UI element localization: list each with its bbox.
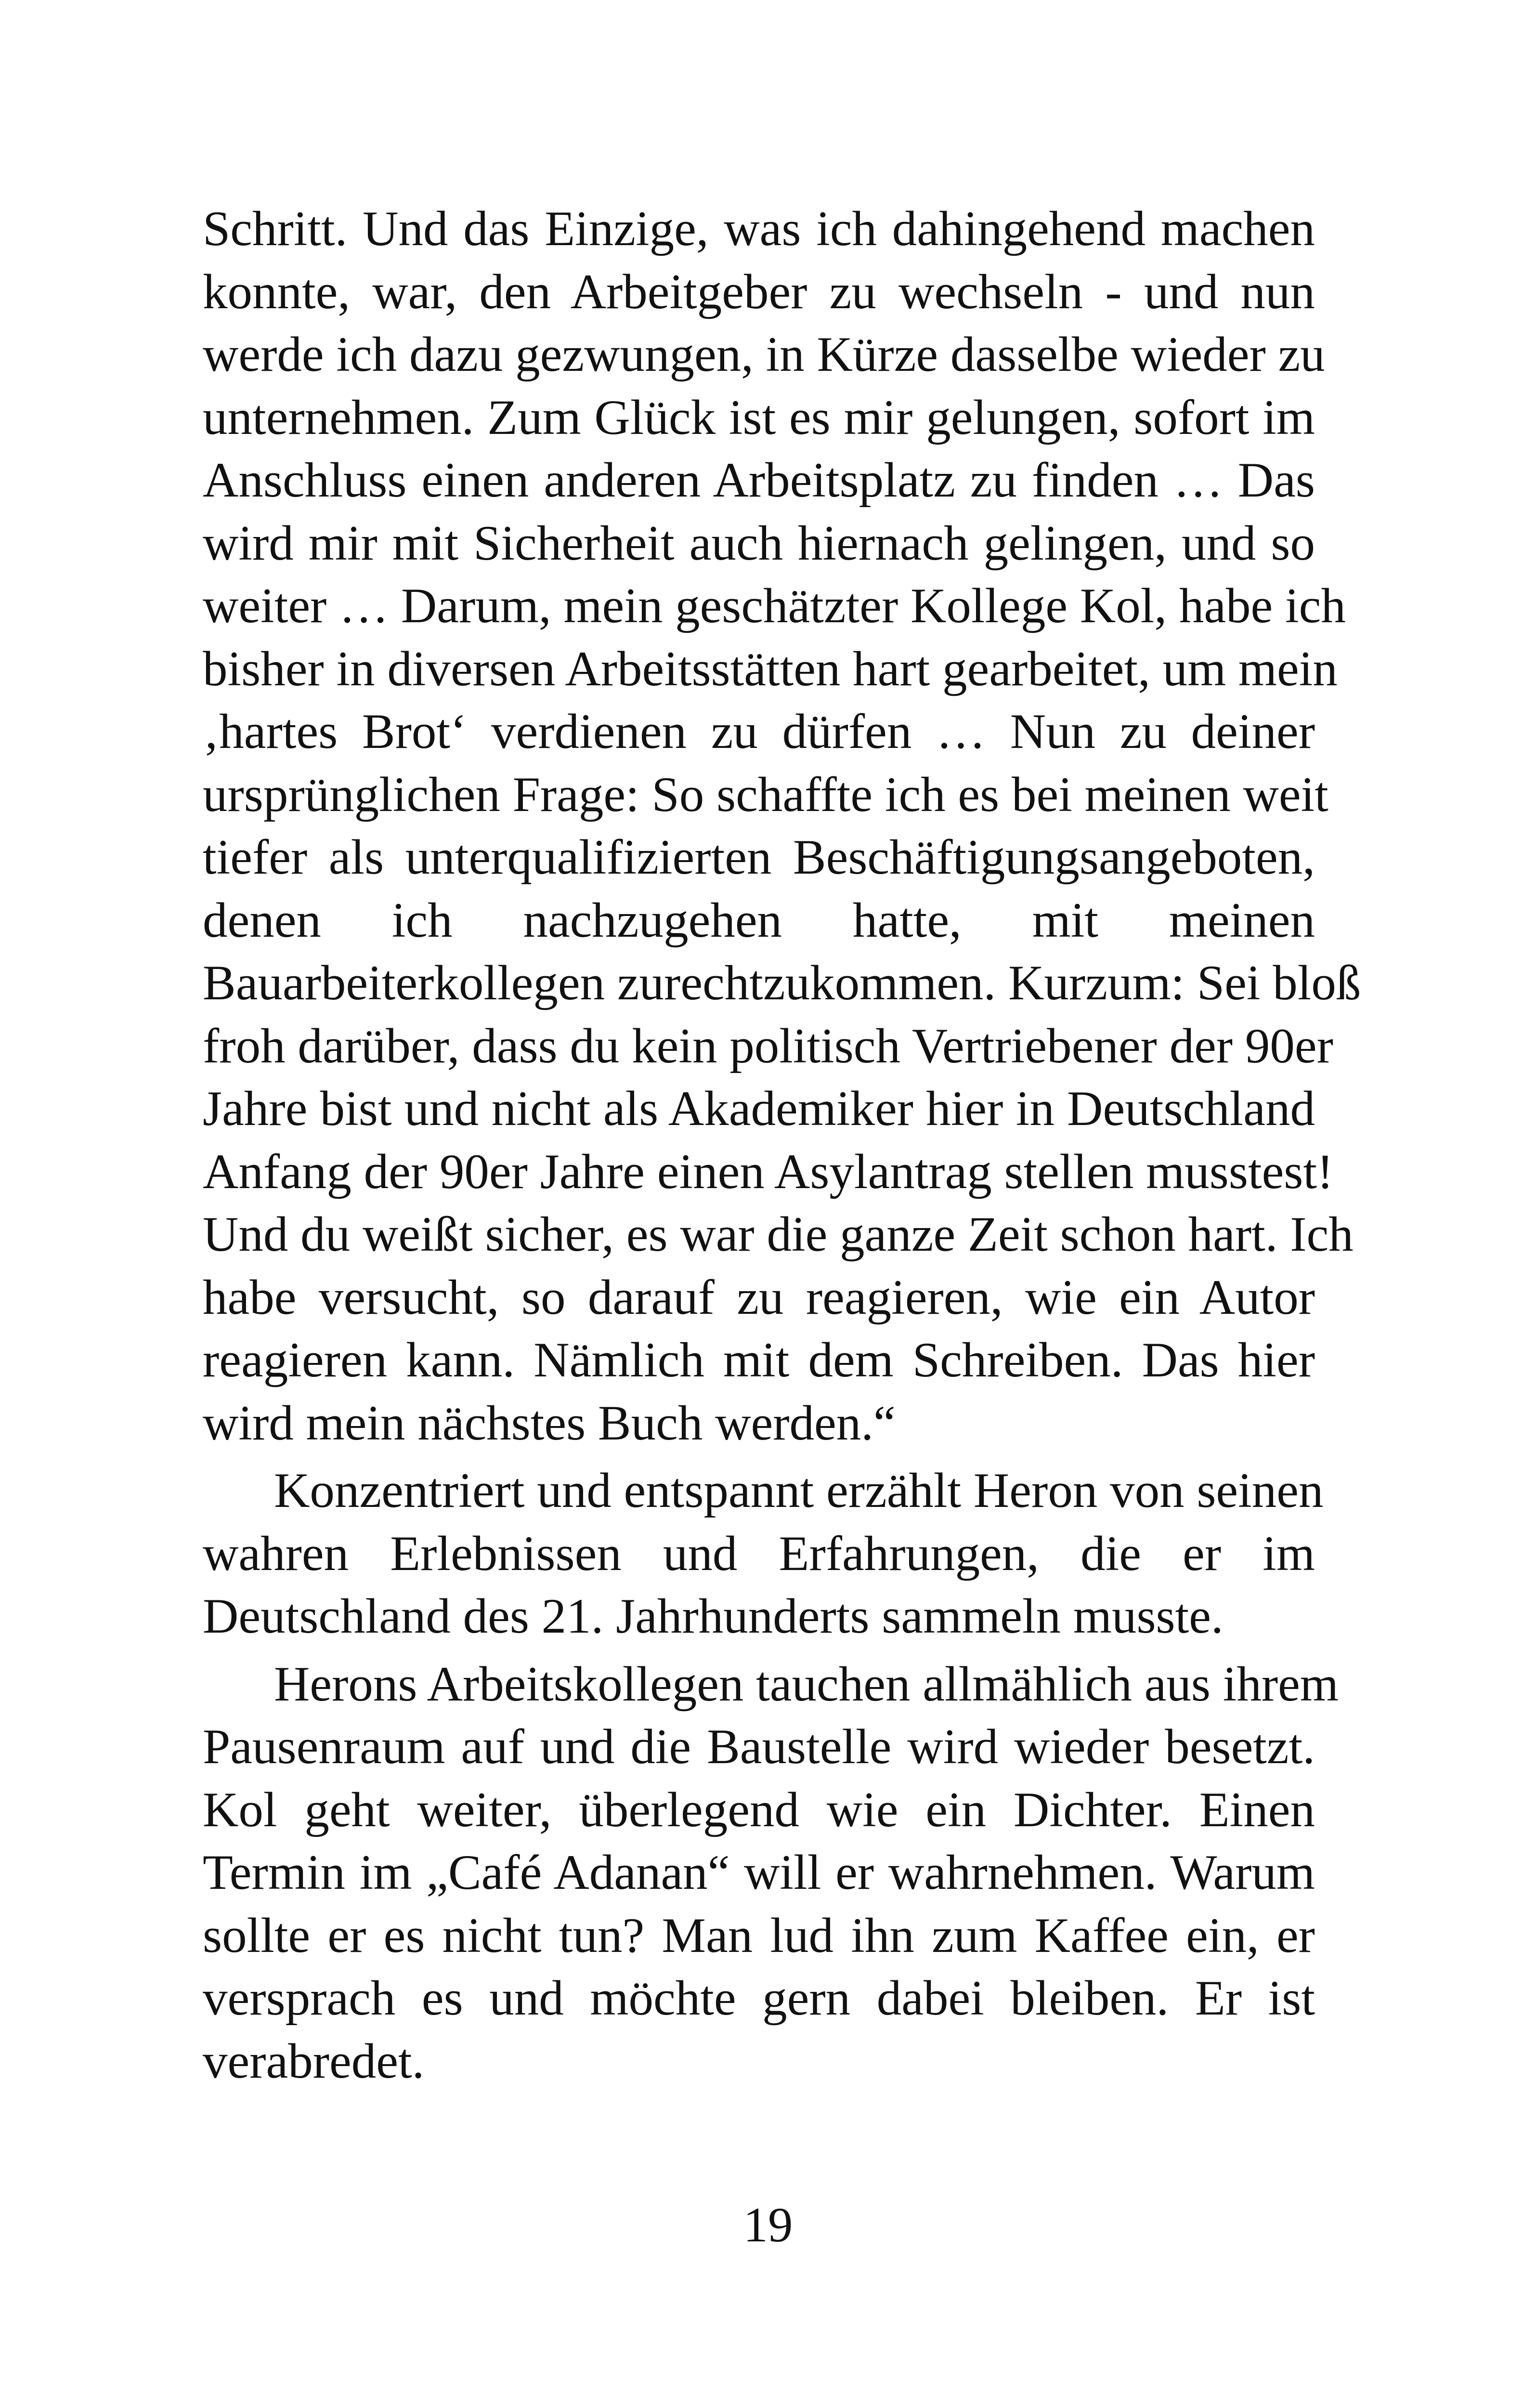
text-line: werde ich dazu gezwungen, in Kürze dasselbe wieder zu xyxy=(203,327,1325,382)
text-line: konnte, war, den Arbeitgeber zu wechseln - und nun xyxy=(203,264,1315,319)
text-line: bisher in diversen Arbeitsstätten hart gearbeitet, um mein xyxy=(203,641,1338,696)
text-line: versprach es und möchte gern dabei bleiben. Er ist xyxy=(203,1971,1315,2026)
text-line: Anschluss einen anderen Arbeitsplatz zu finden … Das xyxy=(203,453,1315,508)
text-line: wahren Erlebnissen und Erfahrungen, die er im xyxy=(203,1526,1315,1581)
text-line: unternehmen. Zum Glück ist es mir gelungen, sofort im xyxy=(203,390,1315,445)
text-line: Kol geht weiter, überlegend wie ein Dichter. Einen xyxy=(203,1782,1315,1837)
page-number: 19 xyxy=(743,2198,793,2252)
text-line: Bauarbeiterkollegen zurechtzukommen. Kurzum: Sei bloß xyxy=(203,955,1361,1010)
text-line: habe versucht, so darauf zu reagieren, wie ein Autor xyxy=(203,1269,1315,1325)
text-line: wird mir mit Sicherheit auch hiernach gelingen, und so xyxy=(203,515,1315,571)
text-line: Termin im „Café Adanan“ will er wahrnehmen. Warum xyxy=(203,1845,1315,1900)
text-line: denen ich nachzugehen hatte, mit meinen xyxy=(203,892,1315,948)
text-line: Anfang der 90er Jahre einen Asylantrag stellen musstest! xyxy=(203,1144,1334,1199)
text-line: Schritt. Und das Einzige, was ich dahingehend machen xyxy=(203,201,1315,256)
paragraph-1 xyxy=(203,197,1361,1454)
text-line: wird mein nächstes Buch werden.“ xyxy=(203,1395,896,1451)
text-line: tiefer als unterqualifizierten Beschäftigungsangeboten, xyxy=(203,830,1315,885)
text-line: weiter … Darum, mein geschätzter Kollege Kol, habe ich xyxy=(203,578,1346,633)
text-line: froh darüber, dass du kein politisch Vertriebener der 90er xyxy=(203,1018,1333,1073)
text-line: ursprünglichen Frage: So schaffte ich es bei meinen weit xyxy=(203,767,1328,822)
paragraph-2 xyxy=(203,1459,1324,1648)
text-line: reagieren kann. Nämlich mit dem Schreiben. Das hier xyxy=(203,1333,1315,1387)
text-line: Pausenraum auf und die Baustelle wird wieder besetzt. xyxy=(203,1719,1315,1774)
body-text xyxy=(203,197,1361,2093)
text-line: verabredet. xyxy=(203,2033,425,2089)
text-line: sollte er es nicht tun? Man lud ihn zum Kaffee ein, er xyxy=(203,1908,1315,1963)
text-line: Und du weißt sicher, es war die ganze Zeit schon hart. Ich xyxy=(203,1207,1354,1262)
text-line: Jahre bist und nicht als Akademiker hier in Deutschland xyxy=(203,1081,1315,1136)
text-line: Konzentriert und entspannt erzählt Heron von seinen xyxy=(274,1463,1324,1518)
paragraph-3 xyxy=(203,1653,1339,2093)
text-line: ‚hartes Brot‘ verdienen zu dürfen … Nun zu deiner xyxy=(203,704,1315,759)
text-line: Herons Arbeitskollegen tauchen allmählich aus ihrem xyxy=(274,1656,1339,1712)
text-line: Deutschland des 21. Jahrhunderts sammeln musste. xyxy=(203,1589,1224,1644)
